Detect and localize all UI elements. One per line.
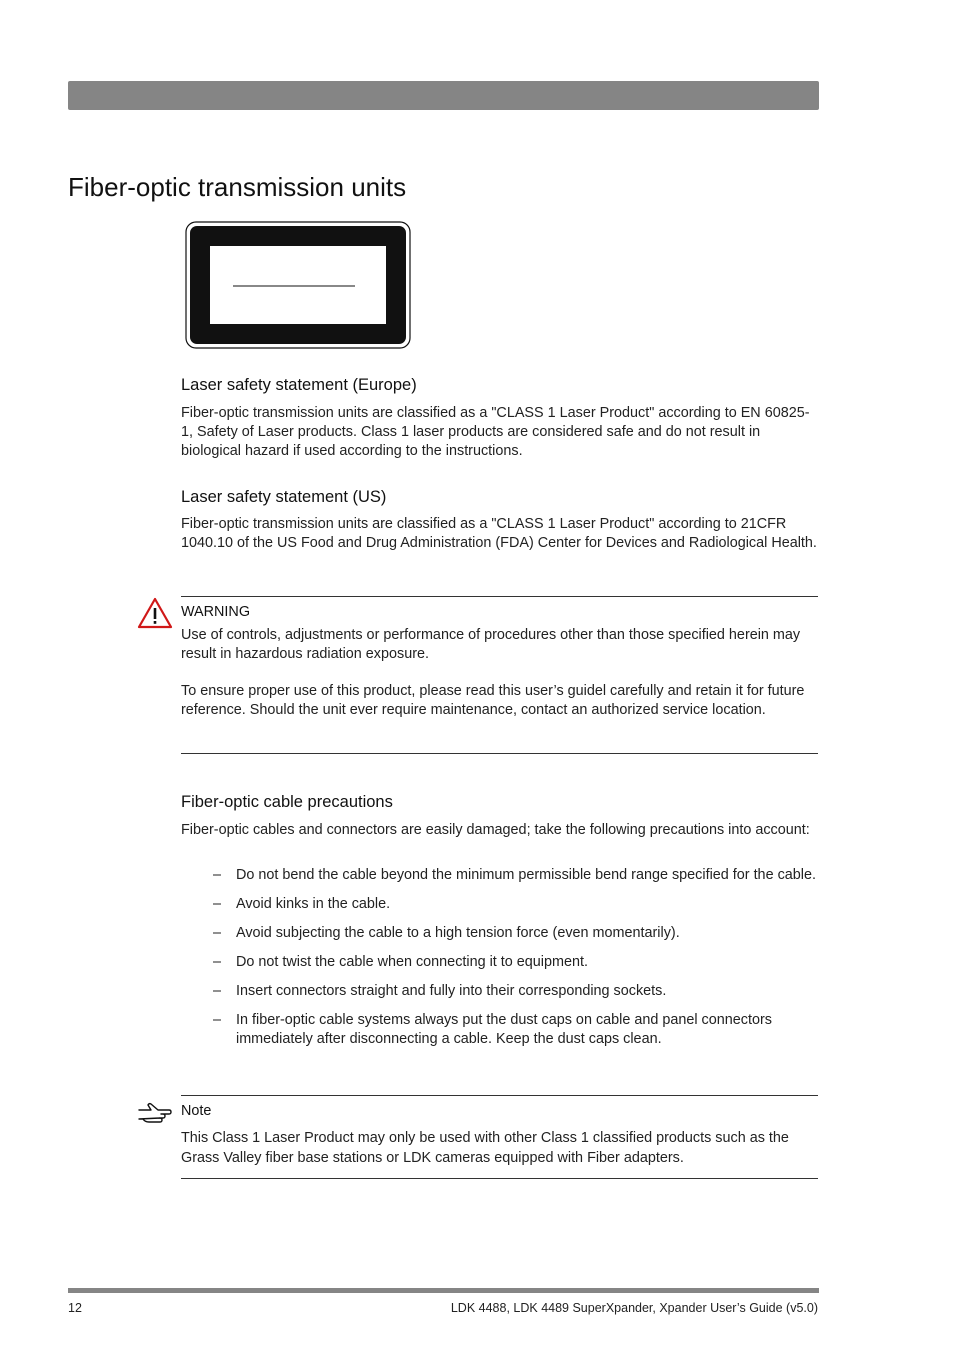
page-title: Fiber-optic transmission units (68, 172, 407, 202)
warning-top-rule (181, 596, 818, 597)
warning-body: Use of controls, adjustments or performance of procedures other than those specified herein may result in hazardous radiation exposure. To ensure proper use of this product, please read this user’s guidel carefully and retain it for future reference. Should the unit ever require maintenance, contact an authorized service location. (181, 627, 805, 719)
page-number: 12 (68, 1301, 82, 1315)
note-top-rule (181, 1095, 818, 1096)
header-bar (68, 81, 819, 110)
warning-triangle-icon (137, 597, 173, 629)
precautions-list (213, 866, 817, 1059)
footer-bar (68, 1288, 819, 1293)
list-item: – Avoid kinks in the cable. (213, 895, 391, 912)
warning-bottom-rule (181, 753, 818, 754)
note-label: Note (181, 1103, 212, 1119)
heading-us: Laser safety statement (US) (181, 488, 387, 506)
body-europe: Fiber-optic transmission units are classified as a "CLASS 1 Laser Product" according to EN 60825-1, Safety of Laser products. Class 1 laser products are considered safe and do not result in biological hazard if used according to the instructions. (181, 405, 810, 459)
body-us: Fiber-optic transmission units are classified as a "CLASS 1 Laser Product" according to 21CFR 1040.10 of the US Food and Drug Administration (FDA) Center for Devices and Radiological Health. (181, 516, 817, 551)
note-body: This Class 1 Laser Product may only be used with other Class 1 classified products such as the Grass Valley fiber base stations or LDK cameras equipped with Fiber adapters. (181, 1130, 789, 1166)
heading-precautions: Fiber-optic cable precautions (181, 793, 393, 811)
pointing-hand-icon (137, 1101, 173, 1123)
list-item: – Avoid subjecting the cable to a high tension force (even momentarily). (213, 924, 680, 941)
note-bottom-rule (181, 1178, 818, 1179)
laser-class-label-icon (185, 221, 411, 349)
list-item: – Do not twist the cable when connecting it to equipment. (213, 953, 588, 970)
heading-europe: Laser safety statement (Europe) (181, 376, 417, 394)
precautions-intro: Fiber-optic cables and connectors are easily damaged; take the following precautions into account: (181, 822, 810, 838)
list-item: – In fiber-optic cable systems always put the dust caps on cable and panel connectors immediately after disconnecting a cable. Keep the dust caps clean. (213, 1011, 772, 1047)
list-item: – Insert connectors straight and fully into their corresponding sockets. (213, 982, 667, 999)
warning-label: WARNING (181, 604, 251, 620)
list-item: – Do not bend the cable beyond the minimum permissible bend range specified for the cable. (213, 867, 816, 883)
document-title: LDK 4488, LDK 4489 SuperXpander, Xpander User’s Guide (v5.0) (450, 1301, 818, 1315)
